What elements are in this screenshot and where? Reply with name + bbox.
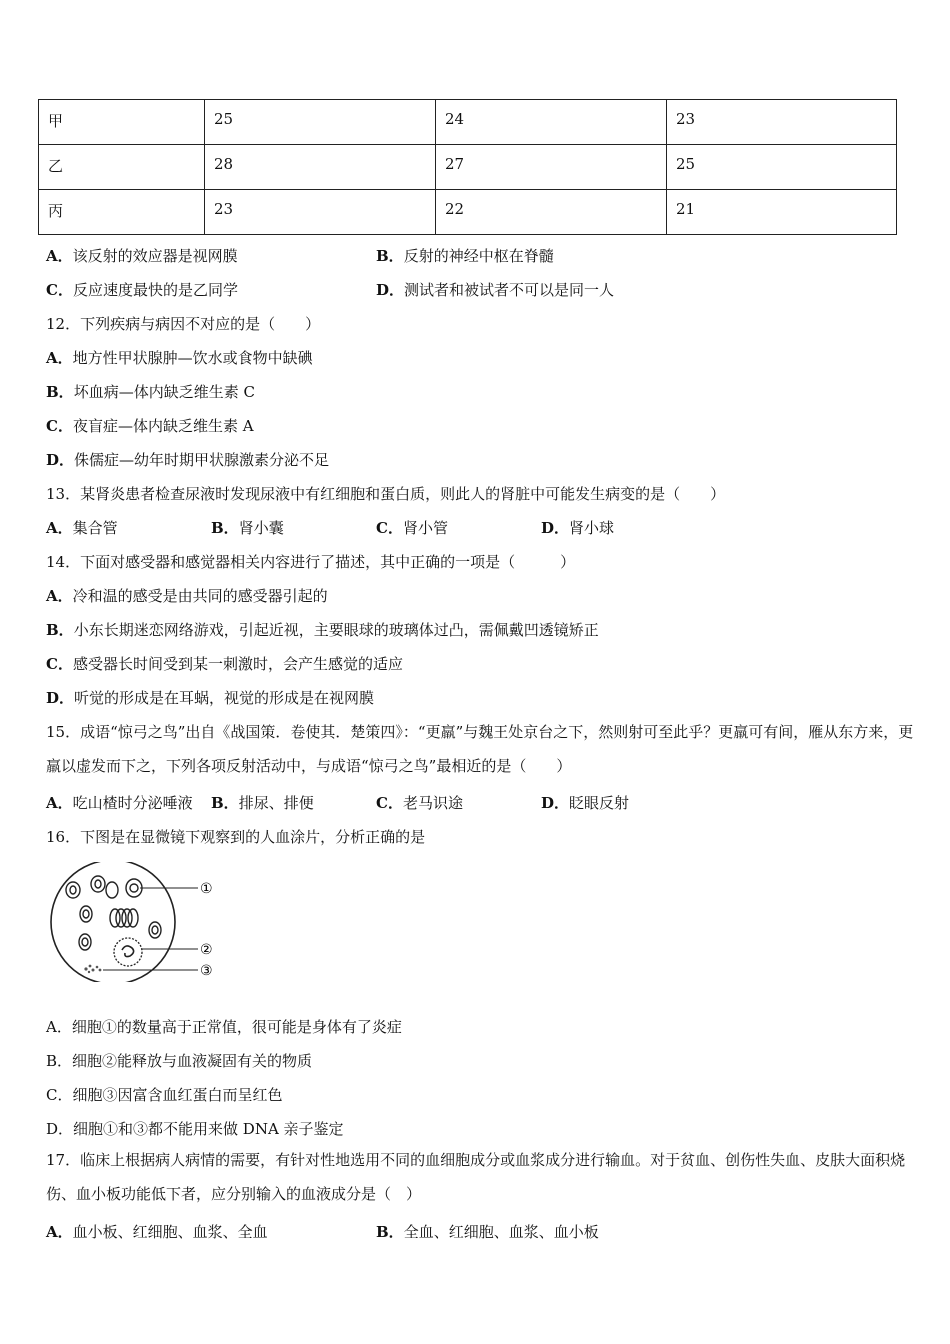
q16-option-a: A．细胞①的数量高于正常值，很可能是身体有了炎症	[46, 1018, 402, 1036]
option-key: B．	[211, 794, 239, 812]
red-blood-cell-center	[83, 910, 89, 918]
platelets	[84, 965, 101, 974]
table-cell: 23	[667, 100, 897, 145]
option-key: B．	[376, 247, 404, 265]
option-key: B．	[46, 383, 74, 401]
white-blood-cell-nucleus	[122, 946, 134, 957]
option-text: 血小板、红细胞、血浆、全血	[72, 1223, 268, 1241]
q16-option-c: C．细胞③因富含血红蛋白而呈红色	[46, 1086, 283, 1104]
red-blood-cells	[66, 876, 161, 950]
option-key: B．	[46, 621, 74, 639]
q15-option-d	[541, 793, 629, 813]
label-2: ②	[200, 942, 213, 958]
option-text: 全血、红细胞、血浆、血小板	[403, 1223, 599, 1241]
option-key: B．	[211, 519, 239, 537]
q14-option-a	[46, 586, 328, 606]
label-3: ③	[200, 963, 213, 979]
q15-option-a	[46, 793, 193, 813]
option-text: 夜盲症—体内缺乏维生素 A	[72, 417, 254, 435]
q12-option-c	[46, 416, 254, 436]
q13-option-b	[211, 518, 284, 538]
table-cell: 27	[436, 145, 667, 190]
red-blood-cell	[66, 882, 80, 898]
table-row	[39, 100, 897, 145]
red-blood-cell	[149, 922, 161, 938]
option-text: 感受器长时间受到某一刺激时，会产生感觉的适应	[72, 655, 403, 673]
q17-option-a	[46, 1222, 268, 1242]
row-label: 甲	[39, 100, 205, 145]
q11-option-c	[46, 280, 238, 300]
q15-stem: 15．成语“惊弓之鸟”出自《战国策．卷使其．楚策四》：“更羸”与魏王处京台之下，然则射可至此乎？更羸可有间，雁从东方来，更羸以虚发而下之，下列各项反射活动中，与成语“惊弓之鸟”最相近的是（ ）	[46, 723, 914, 775]
blood-smear-figure	[48, 862, 228, 982]
q15-option-b	[211, 793, 314, 813]
table-row	[39, 145, 897, 190]
table-cell: 22	[436, 190, 667, 235]
q13-option-c	[376, 518, 448, 538]
q11-option-d	[376, 280, 614, 300]
table-cell: 28	[205, 145, 436, 190]
option-key: C．	[46, 417, 73, 435]
table-cell: 21	[667, 190, 897, 235]
reaction-table	[38, 99, 897, 235]
option-key: D．	[46, 689, 75, 707]
row-label: 乙	[39, 145, 205, 190]
q15-option-c	[376, 793, 463, 813]
option-key: C．	[376, 794, 403, 812]
option-key: A．	[46, 349, 73, 367]
option-text: 吃山楂时分泌唾液	[72, 794, 193, 812]
red-blood-cell	[126, 879, 142, 897]
option-key: A．	[46, 587, 73, 605]
option-key: C．	[376, 519, 403, 537]
option-key: D．	[541, 519, 570, 537]
option-text: 集合管	[72, 519, 118, 537]
option-key: A．	[46, 247, 73, 265]
option-key: A．	[46, 519, 73, 537]
red-blood-cell-stack	[128, 909, 138, 927]
q11-option-b	[376, 246, 554, 266]
red-blood-cell-center	[70, 886, 76, 894]
q11-option-a	[46, 246, 238, 266]
red-blood-cell-center	[130, 884, 138, 892]
q16-stem: 16．下图是在显微镜下观察到的人血涂片，分析正确的是	[46, 828, 426, 846]
option-text: 小东长期迷恋网络游戏，引起近视，主要眼球的玻璃体过凸，需佩戴凹透镜矫正	[73, 621, 599, 639]
q12-option-b	[46, 382, 255, 402]
option-text: 老马识途	[402, 794, 463, 812]
red-blood-cell-center	[95, 880, 101, 888]
option-key: A．	[46, 1223, 73, 1241]
q13-option-d	[541, 518, 614, 538]
red-blood-cell-center	[82, 938, 88, 946]
option-key: D．	[376, 281, 405, 299]
red-blood-cell	[106, 882, 118, 898]
table-row	[39, 190, 897, 235]
q12-option-d	[46, 450, 329, 470]
option-text: 眨眼反射	[569, 794, 630, 812]
white-blood-cell	[114, 938, 142, 966]
option-key: D．	[46, 451, 75, 469]
option-text: 侏儒症—幼年时期甲状腺激素分泌不足	[74, 451, 330, 469]
red-blood-cell-stack	[110, 909, 120, 927]
table-cell: 25	[205, 100, 436, 145]
option-text: 坏血病—体内缺乏维生素 C	[73, 383, 255, 401]
option-text: 听觉的形成是在耳蜗，视觉的形成是在视网膜	[74, 689, 375, 707]
table-cell: 24	[436, 100, 667, 145]
option-key: A．	[46, 794, 73, 812]
red-blood-cell-stack	[116, 909, 126, 927]
label-1: ①	[200, 881, 213, 897]
option-text: 地方性甲状腺肿—饮水或食物中缺碘	[72, 349, 313, 367]
red-blood-cell-stack	[122, 909, 132, 927]
q14-option-b	[46, 620, 599, 640]
option-key: C．	[46, 281, 73, 299]
q12-stem: 12．下列疾病与病因不对应的是（ ）	[46, 315, 321, 333]
q14-option-c	[46, 654, 403, 674]
red-blood-cell	[91, 876, 105, 892]
table-cell: 23	[205, 190, 436, 235]
option-text: 该反射的效应器是视网膜	[72, 247, 238, 265]
q14-option-d	[46, 688, 374, 708]
q16-option-d: D．细胞①和③都不能用来做 DNA 亲子鉴定	[46, 1120, 344, 1138]
q12-option-a	[46, 348, 313, 368]
q13-stem: 13．某肾炎患者检查尿液时发现尿液中有红细胞和蛋白质，则此人的肾脏中可能发生病变的是（ ）	[46, 485, 726, 503]
q17-option-b	[376, 1222, 599, 1242]
option-text: 肾小管	[402, 519, 448, 537]
table-cell: 25	[667, 145, 897, 190]
option-text: 肾小囊	[238, 519, 284, 537]
option-text: 反射的神经中枢在脊髓	[403, 247, 554, 265]
option-text: 排尿、排便	[238, 794, 314, 812]
option-text: 冷和温的感受是由共同的感受器引起的	[72, 587, 328, 605]
red-blood-cell-center	[152, 926, 158, 934]
red-blood-cell	[79, 934, 91, 950]
row-label: 丙	[39, 190, 205, 235]
option-key: C．	[46, 655, 73, 673]
option-text: 反应速度最快的是乙同学	[72, 281, 238, 299]
q14-stem: 14．下面对感受器和感觉器相关内容进行了描述，其中正确的一项是（ ）	[46, 553, 576, 571]
option-key: B．	[376, 1223, 404, 1241]
option-text: 测试者和被试者不可以是同一人	[404, 281, 615, 299]
q16-option-b: B．细胞②能释放与血液凝固有关的物质	[46, 1052, 313, 1070]
q13-option-a	[46, 518, 118, 538]
q17-stem: 17．临床上根据病人病情的需要，有针对性地选用不同的血细胞成分或血浆成分进行输血。对于贫血、创伤性失血、皮肤大面积烧伤、血小板功能低下者，应分别输入的血液成分是（ ）	[46, 1151, 906, 1203]
option-text: 肾小球	[569, 519, 615, 537]
option-key: D．	[541, 794, 570, 812]
red-blood-cell	[80, 906, 92, 922]
